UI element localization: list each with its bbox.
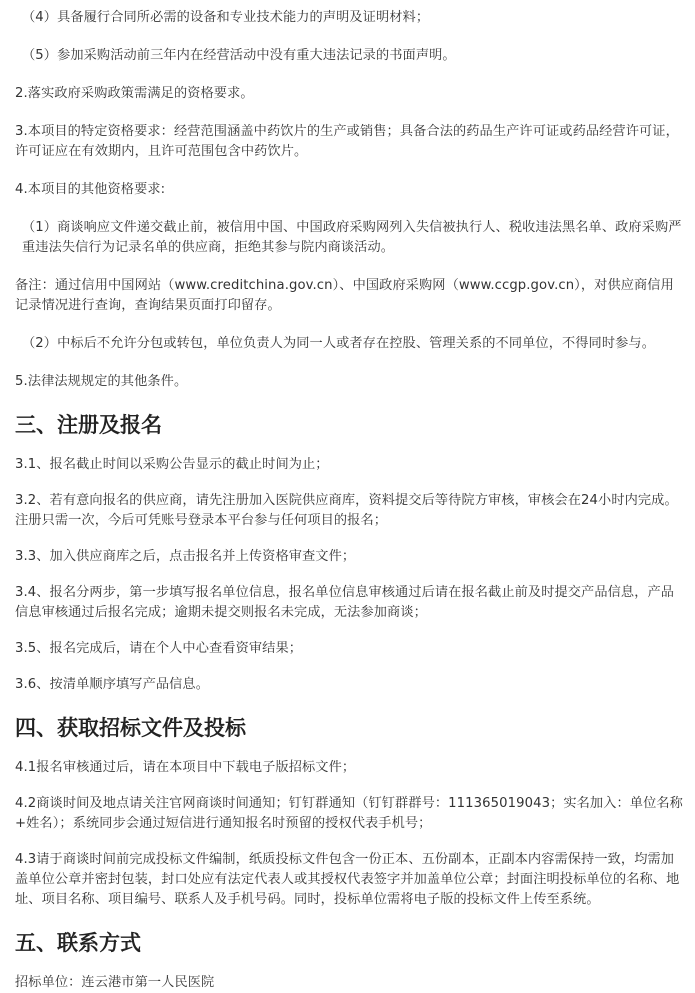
registration-3-2: 3.2、若有意向报名的供应商，请先注册加入医院供应商库，资料提交后等待院方审核，审核会在24小时内完成。注册只需一次，今后可凭账号登录本平台参与任何项目的报名；: [15, 493, 678, 528]
registration-3-1: 3.1、报名截止时间以采购公告显示的截止时间为止；: [15, 457, 329, 472]
requirement-2: 2.落实政府采购政策需满足的资格要求。: [15, 86, 254, 101]
requirement-4-1: （1）商谈响应文件递交截止前，被信用中国、中国政府采购网列入失信被执行人、税收违法黑名单、政府采购严重违法失信行为记录名单的供应商，拒绝其参与院内商谈活动。: [22, 220, 682, 255]
bidding-4-3: 4.3请于商谈时间前完成投标文件编制，纸质投标文件包含一份正本、五份副本，正副本内容需保持一致，均需加盖单位公章并密封包装，封口处应有法定代表人或其授权代表签字并加盖单位公章；封面注明投标单位的名称、地址、项目名称、项目编号、联系人及手机号码。同时，投标单位需将电子版的投标文件上传至系统。: [15, 852, 680, 907]
requirement-item-5: （5）参加采购活动前三年内在经营活动中没有重大违法记录的书面声明。: [22, 48, 456, 63]
requirement-4: 4.本项目的其他资格要求:: [15, 182, 166, 197]
requirement-3: 3.本项目的特定资格要求：经营范围涵盖中药饮片的生产或销售；具备合法的药品生产许可证或药品经营许可证，许可证应在有效期内，且许可范围包含中药饮片。: [15, 124, 679, 159]
registration-3-5: 3.5、报名完成后，请在个人中心查看资审结果；: [15, 641, 303, 656]
requirement-item-4: （4）具备履行合同所必需的设备和专业技术能力的声明及证明材料；: [22, 10, 430, 25]
section-heading-contact: 五、联系方式: [15, 931, 141, 955]
registration-3-4: 3.4、报名分两步，第一步填写报名单位信息，报名单位信息审核通过后请在报名截止前及时提交产品信息，产品信息审核通过后报名完成；逾期未提交则报名未完成，无法参加商谈；: [15, 585, 675, 620]
section-heading-registration: 三、注册及报名: [15, 413, 162, 437]
bidding-4-1: 4.1报名审核通过后，请在本项目中下载电子版招标文件；: [15, 760, 356, 775]
registration-3-3: 3.3、加入供应商库之后，点击报名并上传资格审查文件；: [15, 549, 356, 564]
section-heading-bidding: 四、获取招标文件及投标: [15, 716, 246, 740]
requirement-5: 5.法律法规规定的其他条件。: [15, 374, 188, 389]
registration-3-6: 3.6、按清单顺序填写产品信息。: [15, 677, 210, 692]
credit-check-note: 备注：通过信用中国网站（www.creditchina.gov.cn）、中国政府采购网（www.ccgp.gov.cn），对供应商信用记录情况进行查询，查询结果页面打印留存。: [15, 278, 674, 313]
bidding-4-2: 4.2商谈时间及地点请关注官网商谈时间通知；钉钉群通知（钉钉群群号：111365019043；实名加入：单位名称+姓名）；系统同步会通过短信进行通知报名时预留的授权代表手机号；: [15, 796, 683, 831]
requirement-4-2: （2）中标后不允许分包或转包，单位负责人为同一人或者存在控股、管理关系的不同单位，不得同时参与。: [22, 336, 655, 351]
contact-organization: 招标单位：连云港市第一人民医院: [15, 975, 215, 990]
